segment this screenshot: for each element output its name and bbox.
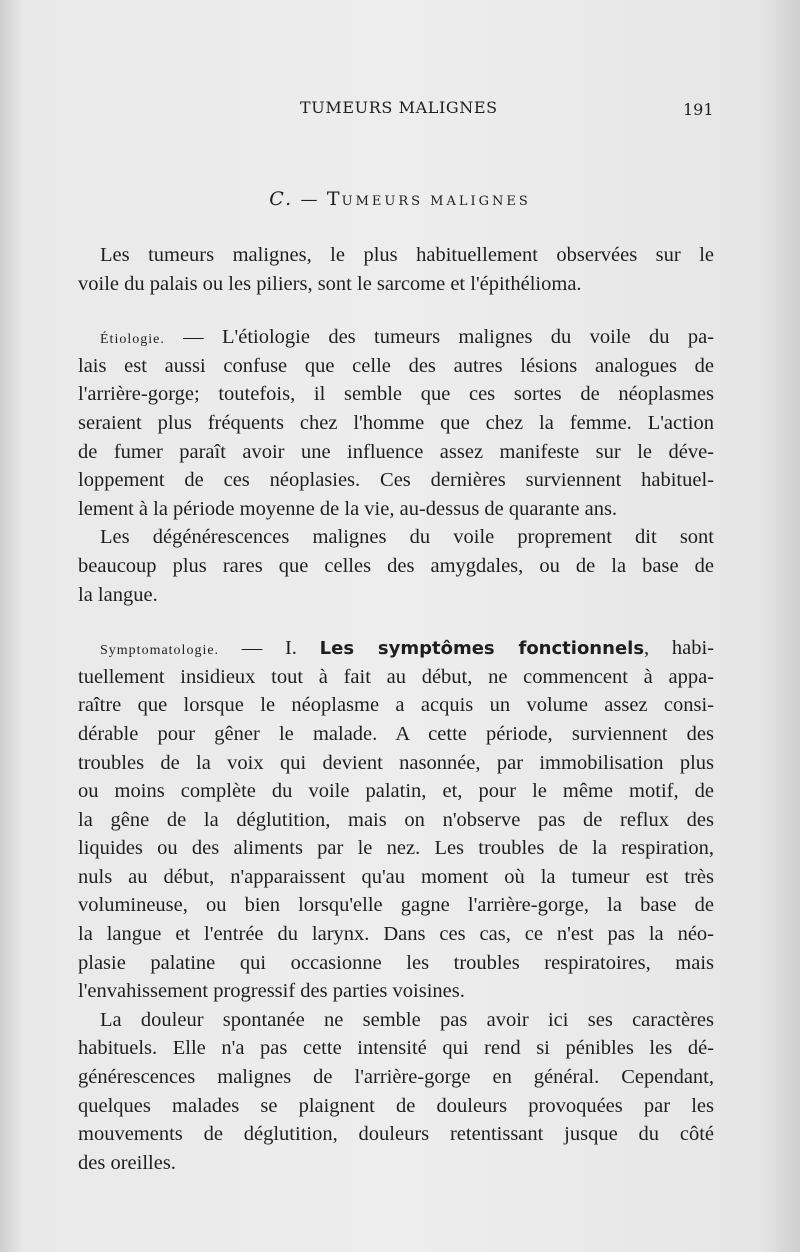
text-line: habituels. Elle n'a pas cette intensité qui rend si pénibles les dé- bbox=[78, 1037, 714, 1060]
text-line: raître que lorsque le néoplasme a acquis un volume assez consi- bbox=[78, 694, 714, 717]
section-title-initial: T bbox=[326, 188, 342, 210]
text-line: seraient plus fréquents chez l'homme que chez la femme. L'action bbox=[78, 411, 714, 434]
running-title: TUMEURS MALIGNES bbox=[300, 98, 498, 117]
text-line: ou moins complète du voile palatin, et, pour le même motif, de bbox=[78, 780, 714, 803]
text-line: Symptomatologie. — I. Les symptômes fonctionnels, habi- bbox=[100, 637, 714, 660]
running-head bbox=[0, 98, 800, 126]
text-line: beaucoup plus rares que celles des amygdales, ou de la base de bbox=[78, 554, 714, 577]
text-line: dérable pour gêner le malade. A cette période, surviennent des bbox=[78, 722, 714, 745]
text-line: la langue et l'entrée du larynx. Dans ces cas, ce n'est pas la néo- bbox=[78, 923, 714, 946]
text-line: de fumer paraît avoir une influence assez manifeste sur le déve- bbox=[78, 440, 714, 463]
text-line: lais est aussi confuse que celle des autres lésions analogues de bbox=[78, 354, 714, 377]
text-line: volumineuse, ou bien lorsqu'elle gagne l'arrière-gorge, la base de bbox=[78, 894, 714, 917]
text-line: nuls au début, n'apparaissent qu'au moment où la tumeur est très bbox=[78, 865, 714, 888]
symptomatology-heading: Symptomatologie. bbox=[100, 643, 220, 659]
section-dash: — bbox=[300, 190, 320, 210]
body-text bbox=[78, 241, 714, 1177]
section-title-rest: UMEURS MALIGNES bbox=[341, 194, 531, 209]
text-line: mouvements de déglutition, douleurs retentissant jusque du côté bbox=[78, 1123, 714, 1146]
text-line: voile du palais ou les piliers, sont le sarcome et l'épithélioma. bbox=[78, 272, 582, 295]
text-line: l'arrière-gorge; toutefois, il semble que ces sortes de néoplasmes bbox=[78, 383, 714, 406]
text-line: la langue. bbox=[78, 583, 158, 606]
text-line: quelques malades se plaignent de douleurs provoquées par les bbox=[78, 1094, 714, 1117]
text-line: lement à la période moyenne de la vie, au-dessus de quarante ans. bbox=[78, 497, 618, 520]
text-line: l'envahissement progressif des parties voisines. bbox=[78, 980, 465, 1003]
section-title bbox=[0, 188, 800, 210]
text-line: liquides ou des aliments par le nez. Les troubles de la respiration, bbox=[78, 837, 714, 860]
text-line: troubles de la voix qui devient nasonnée, par immobilisation plus bbox=[78, 751, 714, 774]
section-letter: C. bbox=[269, 188, 294, 210]
etiology-heading: Étiologie. bbox=[100, 332, 165, 348]
text-line: loppement de ces néoplasies. Ces dernières surviennent habituel- bbox=[78, 469, 714, 492]
text-line: Étiologie. — L'étiologie des tumeurs malignes du voile du pa- bbox=[100, 326, 714, 349]
functional-symptoms-heading: Les symptômes fonctionnels bbox=[319, 638, 645, 660]
page-number: 191 bbox=[683, 100, 714, 119]
text-line: Les tumeurs malignes, le plus habituellement observées sur le bbox=[100, 244, 714, 266]
text-line: la gêne de la déglutition, mais on n'observe pas de reflux des bbox=[78, 808, 714, 831]
text-line: La douleur spontanée ne semble pas avoir ici ses caractères bbox=[100, 1008, 714, 1031]
text-line: plasie palatine qui occasionne les troubles respiratoires, mais bbox=[78, 951, 714, 974]
text-line: tuellement insidieux tout à fait au début, ne commencent à appa- bbox=[78, 665, 714, 688]
text-line: des oreilles. bbox=[78, 1151, 176, 1174]
text-line: Les dégénérescences malignes du voile proprement dit sont bbox=[100, 526, 714, 549]
text-line: générescences malignes de l'arrière-gorge en général. Cependant, bbox=[78, 1066, 714, 1089]
